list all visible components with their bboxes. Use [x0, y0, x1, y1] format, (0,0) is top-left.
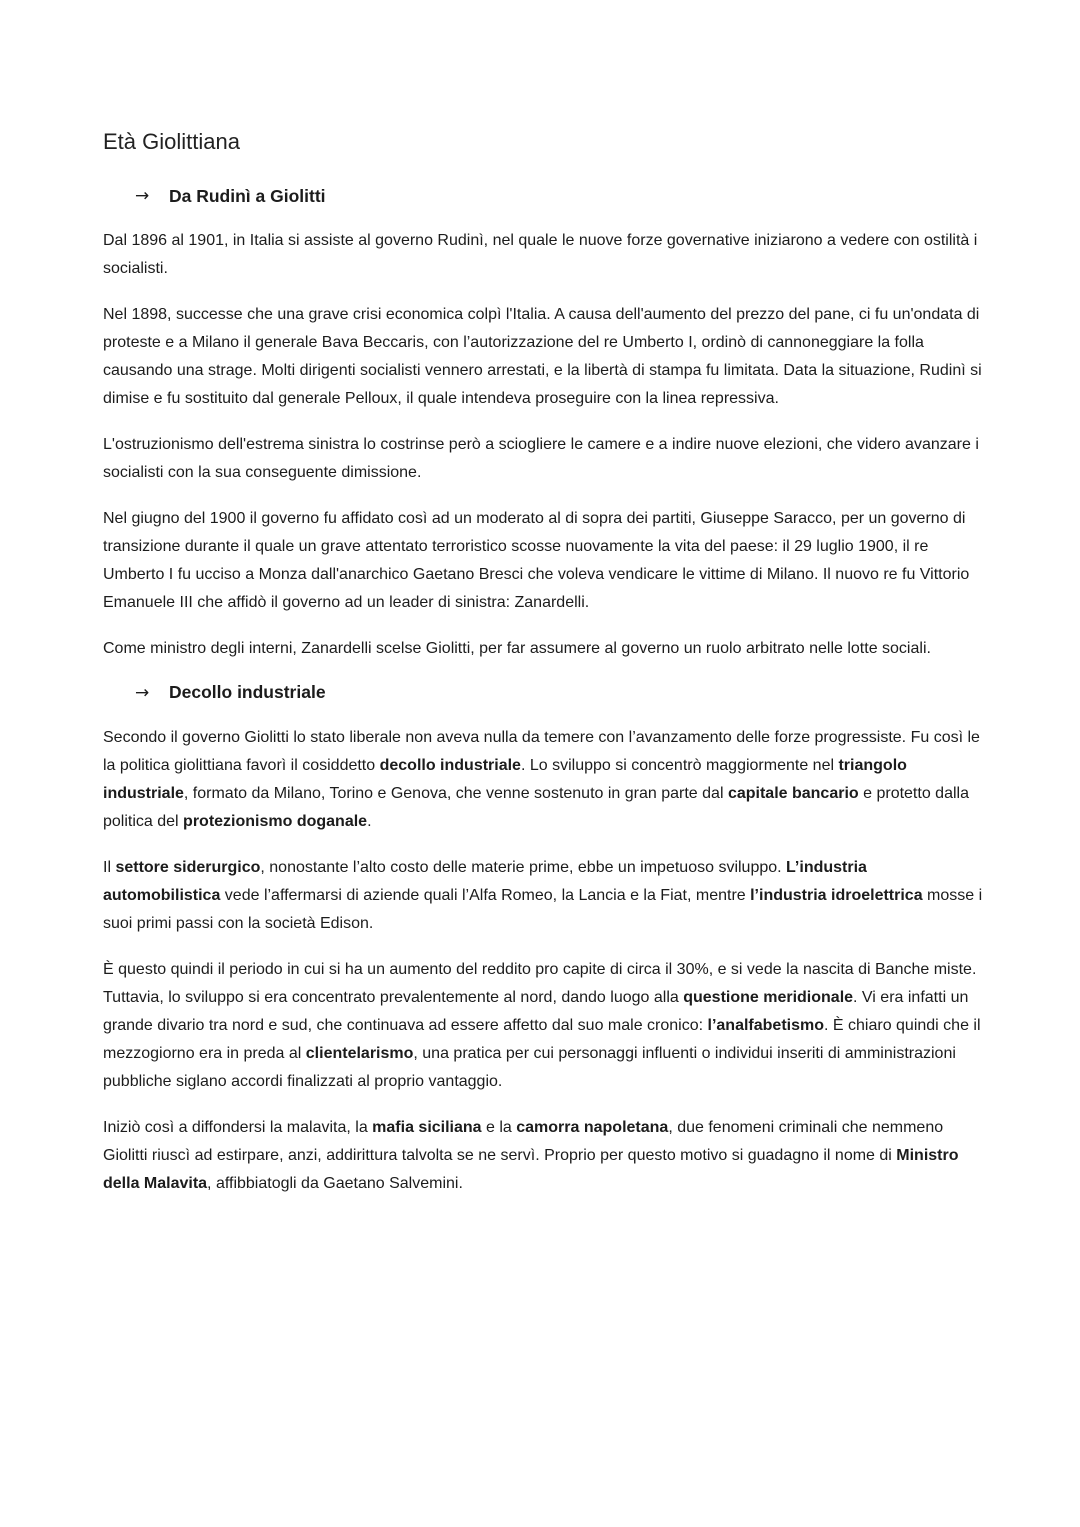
bold-term: mafia siciliana [372, 1119, 482, 1137]
bold-term: settore siderurgico [115, 859, 261, 877]
text-run: e protetto dalla politica del [103, 785, 969, 831]
bold-term: decollo industriale [379, 757, 521, 775]
text-run: L'ostruzionismo dell'estrema sinistra lo costrinse però a sciogliere le camere e a indire nuove elezioni, che videro avanzare i socialisti con la sua conseguente dimissione. [103, 436, 979, 482]
paragraph [103, 956, 983, 1096]
bold-term: capitale bancario [727, 785, 859, 803]
paragraph [103, 1114, 983, 1198]
bold-term: questione meridionale [683, 989, 854, 1007]
text-run: Nel giugno del 1900 il governo fu affidato così ad un moderato al di sopra dei partiti, Giuseppe Saracco, per un governo di transizione durante il quale un grave attentato terroristico scosse nuovamente la vita del paese: il 29 luglio 1900, il re Umberto I fu ucciso a Monza dall'anarchico Gaetano Bresci che voleva vendicare le vittime di Milano. Il nuovo re fu Vittorio Emanuele III che affidò il governo ad un leader di sinistra: Zanardelli. [103, 510, 970, 612]
section-heading [135, 681, 983, 704]
text-run: e la [481, 1119, 517, 1137]
text-run: Come ministro degli interni, Zanardelli scelse Giolitti, per far assumere al governo un ruolo arbitrato nelle lotte sociali. [103, 640, 931, 658]
bold-term: protezionismo doganale [183, 813, 368, 831]
paragraph [103, 724, 983, 836]
bold-term: L’industria automobilistica [103, 859, 867, 905]
text-run: È questo quindi il periodo in cui si ha un aumento del reddito pro capite di circa il 30%, e si vede la nascita di Banche miste. Tuttavia, lo sviluppo si era concentrato prevalentemente al nord, dando luogo alla [103, 961, 977, 1007]
section-heading-label: Decollo industriale [169, 682, 326, 703]
text-run: . Lo sviluppo si concentrò maggiormente nel [520, 757, 839, 775]
bold-term: l’industria idroelettrica [750, 887, 923, 905]
text-run: . È chiaro quindi che il mezzogiorno era in preda al [103, 1017, 981, 1063]
text-run: vede l’affermarsi di aziende quali l’Alfa Romeo, la Lancia e la Fiat, mentre [220, 887, 751, 905]
paragraph [103, 854, 983, 938]
paragraph [103, 431, 983, 487]
text-run: , affibbiatogli da Gaetano Salvemini. [207, 1175, 463, 1193]
document-content [103, 128, 983, 1216]
text-run: Nel 1898, successe che una grave crisi economica colpì l'Italia. A causa dell'aumento del prezzo del pane, ci fu un'ondata di proteste e a Milano il generale Bava Beccaris, con l’autorizzazione del re Umberto I, ordinò di cannoneggiare la folla causando una strage. Molti dirigenti socialisti vennero arrestati, e la libertà di stampa fu limitata. Data la situazione, Rudinì si dimise e fu sostituito dal generale Pelloux, il quale intendeva proseguire con la linea repressiva. [103, 306, 982, 408]
paragraph [103, 505, 983, 617]
text-run: , due fenomeni criminali che nemmeno Giolitti riuscì ad estirpare, anzi, addirittura talvolta se ne servì. Proprio per questo motivo si guadagno il nome di [103, 1119, 944, 1165]
section-heading [135, 185, 983, 208]
bold-term: l’analfabetismo [707, 1017, 824, 1035]
document-section [103, 185, 983, 664]
paragraph [103, 227, 983, 283]
bold-term: triangolo industriale [103, 757, 907, 803]
text-run: , una pratica per cui personaggi influenti o individui inseriti di amministrazioni pubbliche siglano accordi finalizzati al proprio vantaggio. [103, 1045, 956, 1091]
text-run: Secondo il governo Giolitti lo stato liberale non aveva nulla da temere con l’avanzamento delle forze progressiste. Fu così le la politica giolittiana favorì il cosiddetto [103, 729, 980, 775]
sections-container [103, 185, 983, 1199]
section-heading-label: Da Rudinì a Giolitti [169, 185, 326, 206]
document-section [103, 681, 983, 1198]
right-arrow-icon: → [135, 185, 150, 206]
text-run: . Vi era infatti un grande divario tra nord e sud, che continuava ad essere affetto dal suo male cronico: [103, 989, 969, 1035]
bold-term: Ministro della Malavita [103, 1147, 959, 1193]
bold-term: camorra napoletana [516, 1119, 669, 1137]
document-title: Età Giolittiana [103, 129, 240, 154]
text-run: Iniziò così a diffondersi la malavita, la [103, 1119, 373, 1137]
text-run: mosse i suoi primi passi con la società Edison. [103, 887, 983, 933]
text-run: Dal 1896 al 1901, in Italia si assiste al governo Rudinì, nel quale le nuove forze governative iniziarono a vedere con ostilità i socialisti. [103, 232, 978, 278]
paragraph [103, 301, 983, 413]
text-run: Il [103, 859, 116, 877]
paragraph [103, 635, 983, 663]
bold-term: clientelarismo [305, 1045, 414, 1063]
right-arrow-icon: → [135, 682, 150, 703]
text-run: . [367, 813, 372, 831]
text-run: , nonostante l’alto costo delle materie prime, ebbe un impetuoso sviluppo. [260, 859, 787, 877]
text-run: , formato da Milano, Torino e Genova, che venne sostenuto in gran parte dal [183, 785, 728, 803]
